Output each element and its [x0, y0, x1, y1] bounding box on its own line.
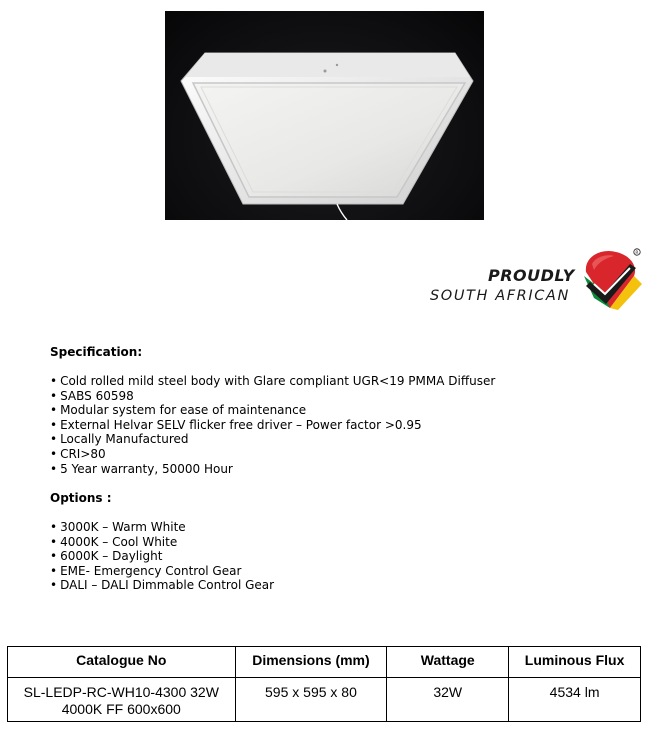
list-item: • 6000K – Daylight — [50, 549, 274, 564]
list-item: • Locally Manufactured — [50, 432, 495, 447]
header-luminous-flux: Luminous Flux — [509, 647, 641, 678]
list-item: • DALI – DALI Dimmable Control Gear — [50, 578, 274, 593]
cell-luminous-flux: 4534 lm — [509, 678, 641, 722]
product-photo — [165, 11, 484, 220]
header-catalogue-no: Catalogue No — [8, 647, 236, 678]
options-heading: Options : — [50, 491, 112, 505]
list-item: • EME- Emergency Control Gear — [50, 564, 274, 579]
list-item: • 3000K – Warm White — [50, 520, 274, 535]
header-wattage: Wattage — [387, 647, 509, 678]
header-dimensions: Dimensions (mm) — [235, 647, 387, 678]
svg-text:R: R — [635, 251, 639, 257]
cell-catalogue-no: SL-LEDP-RC-WH10-4300 32W 4000K FF 600x600 — [8, 678, 236, 722]
led-recessed-panel-photo-icon — [165, 11, 484, 220]
proudly-south-african-mark-icon — [580, 246, 642, 312]
specification-heading: Specification: — [50, 345, 143, 359]
cell-dimensions: 595 x 595 x 80 — [235, 678, 387, 722]
proudly-south-african-logo — [428, 246, 642, 314]
catalogue-table — [7, 646, 641, 722]
options-list — [50, 520, 274, 593]
specification-list — [50, 374, 495, 476]
list-item: • External Helvar SELV flicker free driver – Power factor >0.95 — [50, 418, 495, 433]
list-item: • CRI>80 — [50, 447, 495, 462]
table-row — [8, 678, 641, 722]
list-item: • Cold rolled mild steel body with Glare compliant UGR<19 PMMA Diffuser — [50, 374, 495, 389]
cell-wattage: 32W — [387, 678, 509, 722]
list-item: • 4000K – Cool White — [50, 535, 274, 550]
table-header-row — [8, 647, 641, 678]
logo-line-1: PROUDLY — [488, 266, 575, 285]
list-item: • Modular system for ease of maintenance — [50, 403, 495, 418]
logo-line-2: SOUTH AFRICAN — [430, 288, 570, 304]
list-item: • 5 Year warranty, 50000 Hour — [50, 462, 495, 477]
list-item: • SABS 60598 — [50, 389, 495, 404]
